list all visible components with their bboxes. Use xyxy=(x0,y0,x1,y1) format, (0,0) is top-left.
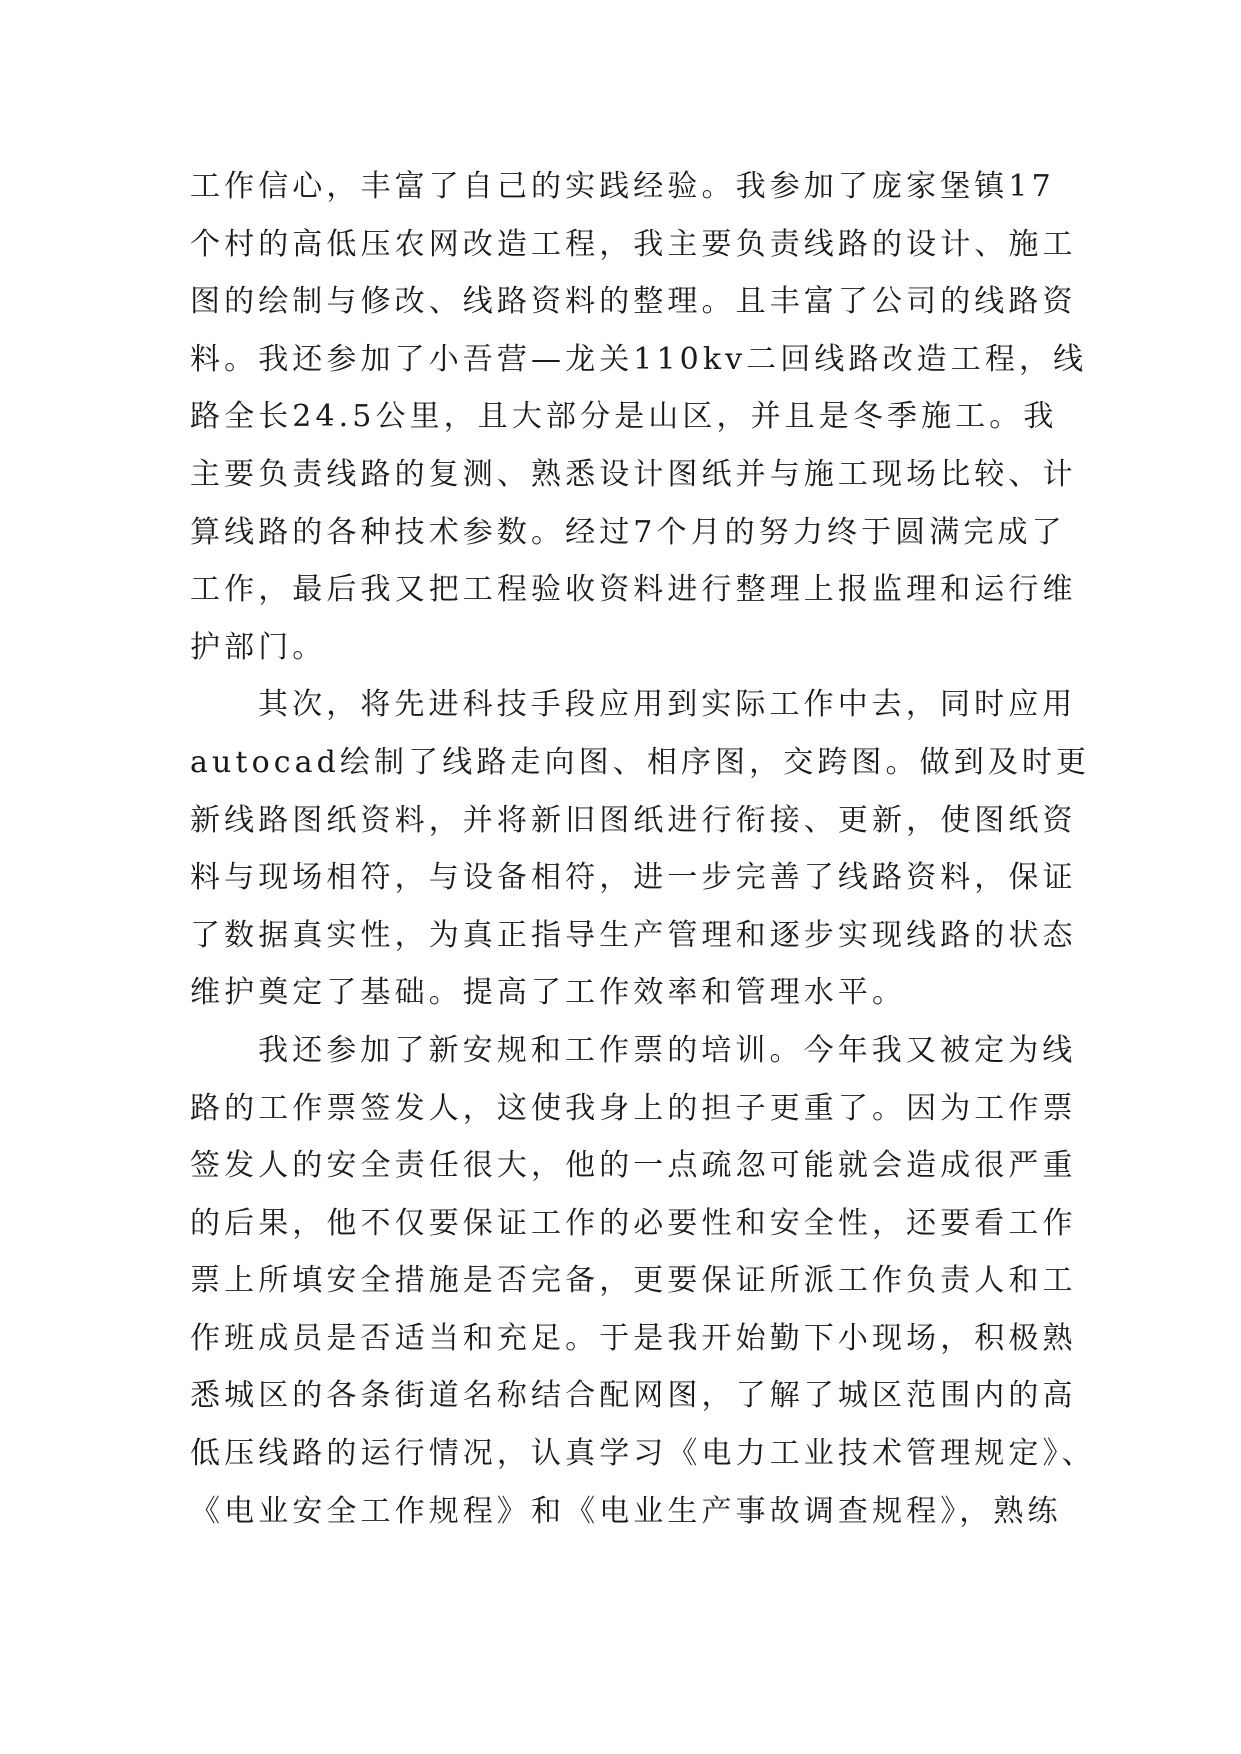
text-line: 路的工作票签发人，这使我身上的担子更重了。因为工作票 xyxy=(190,1090,1077,1126)
text-line: 主要负责线路的复测、熟悉设计图纸并与施工现场比较、计 xyxy=(190,456,1077,492)
text-line: 料与现场相符，与设备相符，进一步完善了线路资料，保证 xyxy=(190,860,1077,896)
text-line: 新线路图纸资料，并将新旧图纸进行衔接、更新，使图纸资 xyxy=(190,802,1077,838)
text-line: 票上所填安全措施是否完备，更要保证所派工作负责人和工 xyxy=(190,1263,1077,1299)
text-line: 工作信心，丰富了自己的实践经验。我参加了庞家堡镇17 xyxy=(190,169,1055,204)
paragraph-start-line: 其次，将先进科技手段应用到实际工作中去，同时应用 xyxy=(258,687,1077,723)
text-line: 了数据真实性，为真正指导生产管理和逐步实现线路的状态 xyxy=(190,917,1077,953)
text-line: 路全长24.5公里，且大部分是山区，并且是冬季施工。我 xyxy=(190,399,1058,435)
text-line: 低压线路的运行情况，认真学习《电力工业技术管理规定》、 xyxy=(190,1436,1096,1472)
text-line: 工作，最后我又把工程验收资料进行整理上报监理和运行维 xyxy=(190,572,1077,608)
text-line: 料。我还参加了小吾营—龙关110kv二回线路改造工程，线 xyxy=(190,341,1088,377)
text-line: 的后果，他不仅要保证工作的必要性和安全性，还要看工作 xyxy=(190,1205,1077,1241)
text-line: 个村的高低压农网改造工程，我主要负责线路的设计、施工 xyxy=(190,226,1077,262)
text-line: 图的绘制与修改、线路资料的整理。且丰富了公司的线路资 xyxy=(190,284,1077,320)
text-line: 维护奠定了基础。提高了工作效率和管理水平。 xyxy=(190,975,907,1011)
text-line: 《电业安全工作规程》和《电业生产事故调查规程》，熟练 xyxy=(190,1493,1062,1529)
body-text xyxy=(190,158,1096,1540)
paragraph-start-line: 我还参加了新安规和工作票的培训。今年我又被定为线 xyxy=(258,1032,1077,1068)
text-line: 护部门。 xyxy=(190,629,327,665)
text-line: 签发人的安全责任很大，他的一点疏忽可能就会造成很严重 xyxy=(190,1148,1077,1184)
text-line: autocad绘制了线路走向图、相序图，交跨图。做到及时更 xyxy=(190,744,1091,780)
text-line: 算线路的各种技术参数。经过7个月的努力终于圆满完成了 xyxy=(190,514,1066,550)
text-line: 悉城区的各条街道名称结合配网图，了解了城区范围内的高 xyxy=(190,1378,1077,1414)
text-line: 作班成员是否适当和充足。于是我开始勤下小现场，积极熟 xyxy=(190,1320,1077,1356)
